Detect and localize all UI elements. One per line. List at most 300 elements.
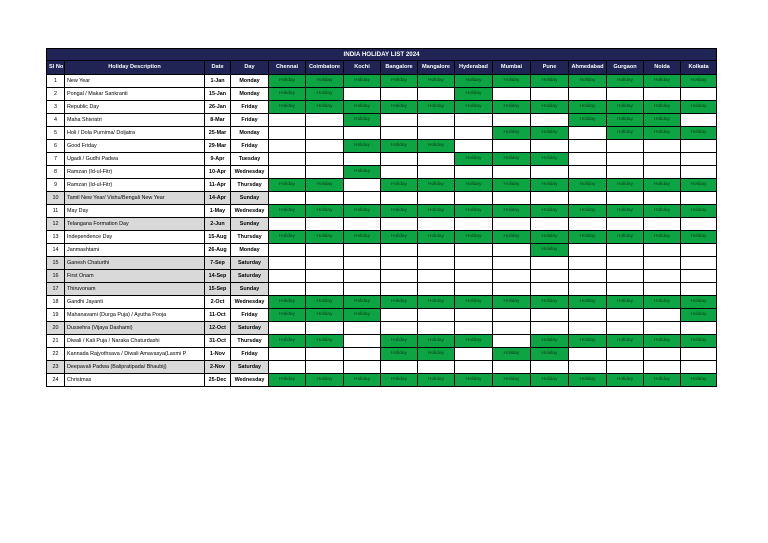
city-holiday-cell: Holiday xyxy=(569,75,607,88)
city-holiday-cell: Holiday xyxy=(455,179,493,192)
city-holiday-cell xyxy=(644,218,681,231)
city-holiday-cell xyxy=(269,322,306,335)
holiday-description: Deepavali Padwa (Balipratipada/ Bhaubij) xyxy=(65,361,205,374)
city-holiday-cell xyxy=(644,361,681,374)
holiday-date: 15-Aug xyxy=(205,231,231,244)
city-holiday-cell: Holiday xyxy=(306,335,344,348)
city-holiday-cell xyxy=(269,114,306,127)
city-holiday-cell: Holiday xyxy=(681,296,717,309)
holiday-date: 25-Dec xyxy=(205,374,231,387)
city-holiday-cell xyxy=(569,257,607,270)
holiday-date: 1-Jan xyxy=(205,75,231,88)
city-holiday-cell xyxy=(306,153,344,166)
table-row xyxy=(47,179,717,192)
city-holiday-cell xyxy=(493,244,531,257)
column-header-mumbai: Mumbai xyxy=(493,61,531,75)
city-holiday-cell xyxy=(681,114,717,127)
city-holiday-cell xyxy=(607,361,644,374)
city-holiday-cell xyxy=(306,166,344,179)
city-holiday-cell xyxy=(531,114,569,127)
city-holiday-cell xyxy=(607,218,644,231)
holiday-description: Ramzan (Id-ul-Fitr) xyxy=(65,179,205,192)
table-row xyxy=(47,205,717,218)
city-holiday-cell xyxy=(493,114,531,127)
city-holiday-cell xyxy=(381,114,418,127)
city-holiday-cell: Holiday xyxy=(493,75,531,88)
city-holiday-cell: Holiday xyxy=(306,101,344,114)
city-holiday-cell xyxy=(681,244,717,257)
city-holiday-cell xyxy=(531,257,569,270)
city-holiday-cell: Holiday xyxy=(607,374,644,387)
holiday-date: 14-Sep xyxy=(205,270,231,283)
holiday-description: Telangana Formation Day xyxy=(65,218,205,231)
city-holiday-cell xyxy=(569,218,607,231)
city-holiday-cell xyxy=(455,244,493,257)
city-holiday-cell: Holiday xyxy=(306,231,344,244)
sheet-title: INDIA HOLIDAY LIST 2024 xyxy=(47,49,717,61)
city-holiday-cell xyxy=(418,283,455,296)
city-holiday-cell: Holiday xyxy=(269,179,306,192)
city-holiday-cell: Holiday xyxy=(381,140,418,153)
table-row xyxy=(47,374,717,387)
holiday-day: Saturday xyxy=(231,322,269,335)
serial-number: 20 xyxy=(47,322,65,335)
city-holiday-cell: Holiday xyxy=(493,127,531,140)
city-holiday-cell xyxy=(269,192,306,205)
city-holiday-cell xyxy=(381,257,418,270)
city-holiday-cell xyxy=(455,192,493,205)
serial-number: 16 xyxy=(47,270,65,283)
holiday-description: Ugadi / Gudhi Padwa xyxy=(65,153,205,166)
serial-number: 8 xyxy=(47,166,65,179)
holiday-day: Monday xyxy=(231,75,269,88)
city-holiday-cell xyxy=(306,127,344,140)
city-holiday-cell xyxy=(455,114,493,127)
serial-number: 13 xyxy=(47,231,65,244)
holiday-description: Janmashtami xyxy=(65,244,205,257)
city-holiday-cell: Holiday xyxy=(455,335,493,348)
city-holiday-cell xyxy=(607,348,644,361)
city-holiday-cell xyxy=(531,218,569,231)
city-holiday-cell xyxy=(569,192,607,205)
city-holiday-cell xyxy=(607,140,644,153)
city-holiday-cell xyxy=(455,270,493,283)
city-holiday-cell xyxy=(418,88,455,101)
city-holiday-cell xyxy=(418,153,455,166)
holiday-description: Thiruvonam xyxy=(65,283,205,296)
city-holiday-cell xyxy=(418,127,455,140)
column-header-noida: Noida xyxy=(644,61,681,75)
city-holiday-cell xyxy=(681,218,717,231)
city-holiday-cell xyxy=(681,140,717,153)
city-holiday-cell xyxy=(381,88,418,101)
city-holiday-cell xyxy=(681,257,717,270)
column-header-mangalore: Mangalore xyxy=(418,61,455,75)
table-row xyxy=(47,361,717,374)
city-holiday-cell xyxy=(455,322,493,335)
city-holiday-cell xyxy=(644,257,681,270)
city-holiday-cell xyxy=(306,140,344,153)
city-holiday-cell: Holiday xyxy=(607,296,644,309)
city-holiday-cell: Holiday xyxy=(306,205,344,218)
column-header-kochi: Kochi xyxy=(344,61,381,75)
serial-number: 6 xyxy=(47,140,65,153)
holiday-date: 29-Mar xyxy=(205,140,231,153)
city-holiday-cell: Holiday xyxy=(569,335,607,348)
city-holiday-cell xyxy=(531,270,569,283)
city-holiday-cell: Holiday xyxy=(607,75,644,88)
serial-number: 24 xyxy=(47,374,65,387)
city-holiday-cell: Holiday xyxy=(344,75,381,88)
city-holiday-cell xyxy=(493,270,531,283)
holiday-day: Sunday xyxy=(231,218,269,231)
holiday-day: Wednesday xyxy=(231,205,269,218)
serial-number: 7 xyxy=(47,153,65,166)
city-holiday-cell: Holiday xyxy=(344,374,381,387)
city-holiday-cell xyxy=(531,192,569,205)
holiday-date: 11-Apr xyxy=(205,179,231,192)
holiday-description: Pongal / Makar Sankranti xyxy=(65,88,205,101)
holiday-description: Ganesh Chaturthi xyxy=(65,257,205,270)
city-holiday-cell xyxy=(569,244,607,257)
city-holiday-cell xyxy=(644,270,681,283)
holiday-day: Monday xyxy=(231,244,269,257)
city-holiday-cell xyxy=(493,88,531,101)
holiday-description: Ramzan (Id-ul-Fitr) xyxy=(65,166,205,179)
city-holiday-cell: Holiday xyxy=(381,348,418,361)
city-holiday-cell: Holiday xyxy=(418,374,455,387)
table-row xyxy=(47,153,717,166)
city-holiday-cell: Holiday xyxy=(381,101,418,114)
city-holiday-cell xyxy=(306,283,344,296)
city-holiday-cell xyxy=(644,192,681,205)
city-holiday-cell xyxy=(269,244,306,257)
city-holiday-cell: Holiday xyxy=(381,374,418,387)
table-row xyxy=(47,309,717,322)
city-holiday-cell: Holiday xyxy=(455,231,493,244)
table-row xyxy=(47,335,717,348)
holiday-description: Holi / Dola Purnima/ Doljatra xyxy=(65,127,205,140)
city-holiday-cell xyxy=(269,153,306,166)
city-holiday-cell xyxy=(569,88,607,101)
city-holiday-cell xyxy=(269,140,306,153)
city-holiday-cell: Holiday xyxy=(418,335,455,348)
table-row xyxy=(47,101,717,114)
city-holiday-cell: Holiday xyxy=(418,296,455,309)
city-holiday-cell xyxy=(269,348,306,361)
city-holiday-cell: Holiday xyxy=(493,348,531,361)
city-holiday-cell: Holiday xyxy=(269,205,306,218)
holiday-day: Saturday xyxy=(231,361,269,374)
city-holiday-cell xyxy=(493,166,531,179)
city-holiday-cell xyxy=(306,114,344,127)
city-holiday-cell: Holiday xyxy=(493,153,531,166)
column-header-day: Day xyxy=(231,61,269,75)
holiday-sheet xyxy=(46,48,716,387)
holiday-date: 7-Sep xyxy=(205,257,231,270)
city-holiday-cell: Holiday xyxy=(531,75,569,88)
serial-number: 18 xyxy=(47,296,65,309)
city-holiday-cell: Holiday xyxy=(381,296,418,309)
holiday-date: 26-Jan xyxy=(205,101,231,114)
city-holiday-cell: Holiday xyxy=(681,179,717,192)
city-holiday-cell xyxy=(381,322,418,335)
table-row xyxy=(47,231,717,244)
city-holiday-cell: Holiday xyxy=(269,335,306,348)
city-holiday-cell: Holiday xyxy=(607,335,644,348)
city-holiday-cell xyxy=(607,309,644,322)
city-holiday-cell: Holiday xyxy=(455,296,493,309)
city-holiday-cell xyxy=(269,257,306,270)
city-holiday-cell: Holiday xyxy=(531,205,569,218)
city-holiday-cell xyxy=(569,348,607,361)
city-holiday-cell xyxy=(418,114,455,127)
city-holiday-cell xyxy=(344,257,381,270)
city-holiday-cell xyxy=(344,88,381,101)
city-holiday-cell xyxy=(569,166,607,179)
city-holiday-cell: Holiday xyxy=(569,114,607,127)
city-holiday-cell xyxy=(607,257,644,270)
table-row xyxy=(47,257,717,270)
city-holiday-cell: Holiday xyxy=(493,179,531,192)
city-holiday-cell xyxy=(681,322,717,335)
city-holiday-cell: Holiday xyxy=(644,374,681,387)
city-holiday-cell xyxy=(531,166,569,179)
city-holiday-cell: Holiday xyxy=(681,309,717,322)
serial-number: 5 xyxy=(47,127,65,140)
serial-number: 14 xyxy=(47,244,65,257)
holiday-description: Maha Shivratri xyxy=(65,114,205,127)
city-holiday-cell xyxy=(269,283,306,296)
serial-number: 17 xyxy=(47,283,65,296)
column-header-hyderabad: Hyderabad xyxy=(455,61,493,75)
city-holiday-cell xyxy=(418,244,455,257)
serial-number: 10 xyxy=(47,192,65,205)
city-holiday-cell: Holiday xyxy=(306,296,344,309)
holiday-day: Friday xyxy=(231,140,269,153)
city-holiday-cell: Holiday xyxy=(569,296,607,309)
header-row xyxy=(47,61,717,75)
city-holiday-cell xyxy=(493,309,531,322)
city-holiday-cell xyxy=(455,283,493,296)
city-holiday-cell xyxy=(569,361,607,374)
city-holiday-cell xyxy=(455,309,493,322)
city-holiday-cell: Holiday xyxy=(569,205,607,218)
city-holiday-cell: Holiday xyxy=(493,101,531,114)
city-holiday-cell: Holiday xyxy=(344,205,381,218)
city-holiday-cell: Holiday xyxy=(531,101,569,114)
holiday-day: Thursday xyxy=(231,179,269,192)
city-holiday-cell xyxy=(306,361,344,374)
city-holiday-cell: Holiday xyxy=(607,179,644,192)
city-holiday-cell: Holiday xyxy=(493,296,531,309)
city-holiday-cell xyxy=(269,127,306,140)
city-holiday-cell: Holiday xyxy=(531,231,569,244)
column-header-kolkata: Kolkata xyxy=(681,61,717,75)
city-holiday-cell xyxy=(607,270,644,283)
city-holiday-cell xyxy=(344,322,381,335)
column-header-pune: Pune xyxy=(531,61,569,75)
city-holiday-cell xyxy=(455,348,493,361)
city-holiday-cell xyxy=(344,283,381,296)
table-row xyxy=(47,166,717,179)
city-holiday-cell: Holiday xyxy=(381,75,418,88)
city-holiday-cell: Holiday xyxy=(381,231,418,244)
city-holiday-cell: Holiday xyxy=(269,88,306,101)
city-holiday-cell xyxy=(531,88,569,101)
holiday-description: Gandhi Jayanti xyxy=(65,296,205,309)
city-holiday-cell xyxy=(569,140,607,153)
city-holiday-cell: Holiday xyxy=(493,374,531,387)
city-holiday-cell xyxy=(306,244,344,257)
city-holiday-cell: Holiday xyxy=(569,179,607,192)
city-holiday-cell xyxy=(531,283,569,296)
city-holiday-cell xyxy=(344,179,381,192)
city-holiday-cell xyxy=(306,270,344,283)
holiday-date: 2-Nov xyxy=(205,361,231,374)
city-holiday-cell: Holiday xyxy=(269,231,306,244)
column-header-gurgaon: Gurgaon xyxy=(607,61,644,75)
city-holiday-cell xyxy=(607,88,644,101)
holiday-description: Republic Day xyxy=(65,101,205,114)
city-holiday-cell xyxy=(306,192,344,205)
city-holiday-cell xyxy=(644,348,681,361)
city-holiday-cell xyxy=(455,257,493,270)
city-holiday-cell: Holiday xyxy=(681,231,717,244)
city-holiday-cell: Holiday xyxy=(418,179,455,192)
city-holiday-cell xyxy=(344,127,381,140)
city-holiday-cell: Holiday xyxy=(531,244,569,257)
holiday-description: Tamil New Year/ Vishu/Bengali New Year xyxy=(65,192,205,205)
city-holiday-cell xyxy=(607,322,644,335)
city-holiday-cell: Holiday xyxy=(681,101,717,114)
serial-number: 23 xyxy=(47,361,65,374)
city-holiday-cell xyxy=(644,244,681,257)
city-holiday-cell: Holiday xyxy=(418,205,455,218)
city-holiday-cell xyxy=(381,218,418,231)
holiday-date: 1-May xyxy=(205,205,231,218)
holiday-day: Saturday xyxy=(231,270,269,283)
table-row xyxy=(47,114,717,127)
city-holiday-cell: Holiday xyxy=(531,179,569,192)
holiday-date: 15-Sep xyxy=(205,283,231,296)
city-holiday-cell: Holiday xyxy=(607,231,644,244)
city-holiday-cell: Holiday xyxy=(306,179,344,192)
city-holiday-cell: Holiday xyxy=(531,296,569,309)
title-row xyxy=(47,49,717,61)
serial-number: 9 xyxy=(47,179,65,192)
city-holiday-cell xyxy=(381,361,418,374)
holiday-date: 2-Oct xyxy=(205,296,231,309)
city-holiday-cell xyxy=(381,127,418,140)
holiday-day: Monday xyxy=(231,127,269,140)
city-holiday-cell xyxy=(681,283,717,296)
holiday-day: Friday xyxy=(231,309,269,322)
holiday-date: 14-Apr xyxy=(205,192,231,205)
holiday-day: Friday xyxy=(231,348,269,361)
city-holiday-cell: Holiday xyxy=(607,101,644,114)
table-row xyxy=(47,296,717,309)
city-holiday-cell: Holiday xyxy=(493,205,531,218)
table-row xyxy=(47,140,717,153)
city-holiday-cell xyxy=(455,140,493,153)
city-holiday-cell xyxy=(607,283,644,296)
city-holiday-cell xyxy=(681,361,717,374)
city-holiday-cell xyxy=(344,348,381,361)
city-holiday-cell: Holiday xyxy=(269,101,306,114)
city-holiday-cell xyxy=(569,309,607,322)
table-row xyxy=(47,192,717,205)
city-holiday-cell: Holiday xyxy=(644,75,681,88)
city-holiday-cell: Holiday xyxy=(644,179,681,192)
serial-number: 12 xyxy=(47,218,65,231)
city-holiday-cell xyxy=(569,283,607,296)
city-holiday-cell: Holiday xyxy=(344,114,381,127)
city-holiday-cell xyxy=(644,153,681,166)
city-holiday-cell: Holiday xyxy=(607,127,644,140)
city-holiday-cell: Holiday xyxy=(607,114,644,127)
city-holiday-cell xyxy=(681,192,717,205)
city-holiday-cell xyxy=(306,348,344,361)
holiday-date: 8-Mar xyxy=(205,114,231,127)
city-holiday-cell xyxy=(644,283,681,296)
city-holiday-cell: Holiday xyxy=(306,88,344,101)
serial-number: 3 xyxy=(47,101,65,114)
holiday-date: 10-Apr xyxy=(205,166,231,179)
city-holiday-cell: Holiday xyxy=(344,140,381,153)
city-holiday-cell: Holiday xyxy=(306,374,344,387)
holiday-description: Kannada Rajyothsava / Diwali Amavasya(Laxmi P xyxy=(65,348,205,361)
column-header-bangalore: Bangalore xyxy=(381,61,418,75)
city-holiday-cell: Holiday xyxy=(493,231,531,244)
city-holiday-cell xyxy=(493,335,531,348)
column-header-date: Date xyxy=(205,61,231,75)
city-holiday-cell xyxy=(418,322,455,335)
city-holiday-cell xyxy=(569,322,607,335)
city-holiday-cell: Holiday xyxy=(455,88,493,101)
table-row xyxy=(47,283,717,296)
city-holiday-cell xyxy=(607,166,644,179)
city-holiday-cell xyxy=(644,166,681,179)
city-holiday-cell xyxy=(681,166,717,179)
holiday-day: Sunday xyxy=(231,192,269,205)
city-holiday-cell: Holiday xyxy=(681,75,717,88)
holiday-day: Sunday xyxy=(231,283,269,296)
city-holiday-cell xyxy=(344,244,381,257)
city-holiday-cell xyxy=(569,153,607,166)
city-holiday-cell xyxy=(381,309,418,322)
city-holiday-cell xyxy=(455,127,493,140)
city-holiday-cell xyxy=(306,322,344,335)
city-holiday-cell: Holiday xyxy=(418,75,455,88)
table-row xyxy=(47,75,717,88)
city-holiday-cell xyxy=(531,309,569,322)
city-holiday-cell xyxy=(644,88,681,101)
city-holiday-cell: Holiday xyxy=(531,153,569,166)
city-holiday-cell: Holiday xyxy=(269,75,306,88)
holiday-day: Thursday xyxy=(231,231,269,244)
holiday-date: 25-Mar xyxy=(205,127,231,140)
table-row xyxy=(47,244,717,257)
city-holiday-cell: Holiday xyxy=(681,335,717,348)
city-holiday-cell xyxy=(493,140,531,153)
city-holiday-cell: Holiday xyxy=(531,127,569,140)
serial-number: 2 xyxy=(47,88,65,101)
city-holiday-cell: Holiday xyxy=(306,75,344,88)
serial-number: 19 xyxy=(47,309,65,322)
city-holiday-cell xyxy=(344,335,381,348)
city-holiday-cell xyxy=(418,361,455,374)
